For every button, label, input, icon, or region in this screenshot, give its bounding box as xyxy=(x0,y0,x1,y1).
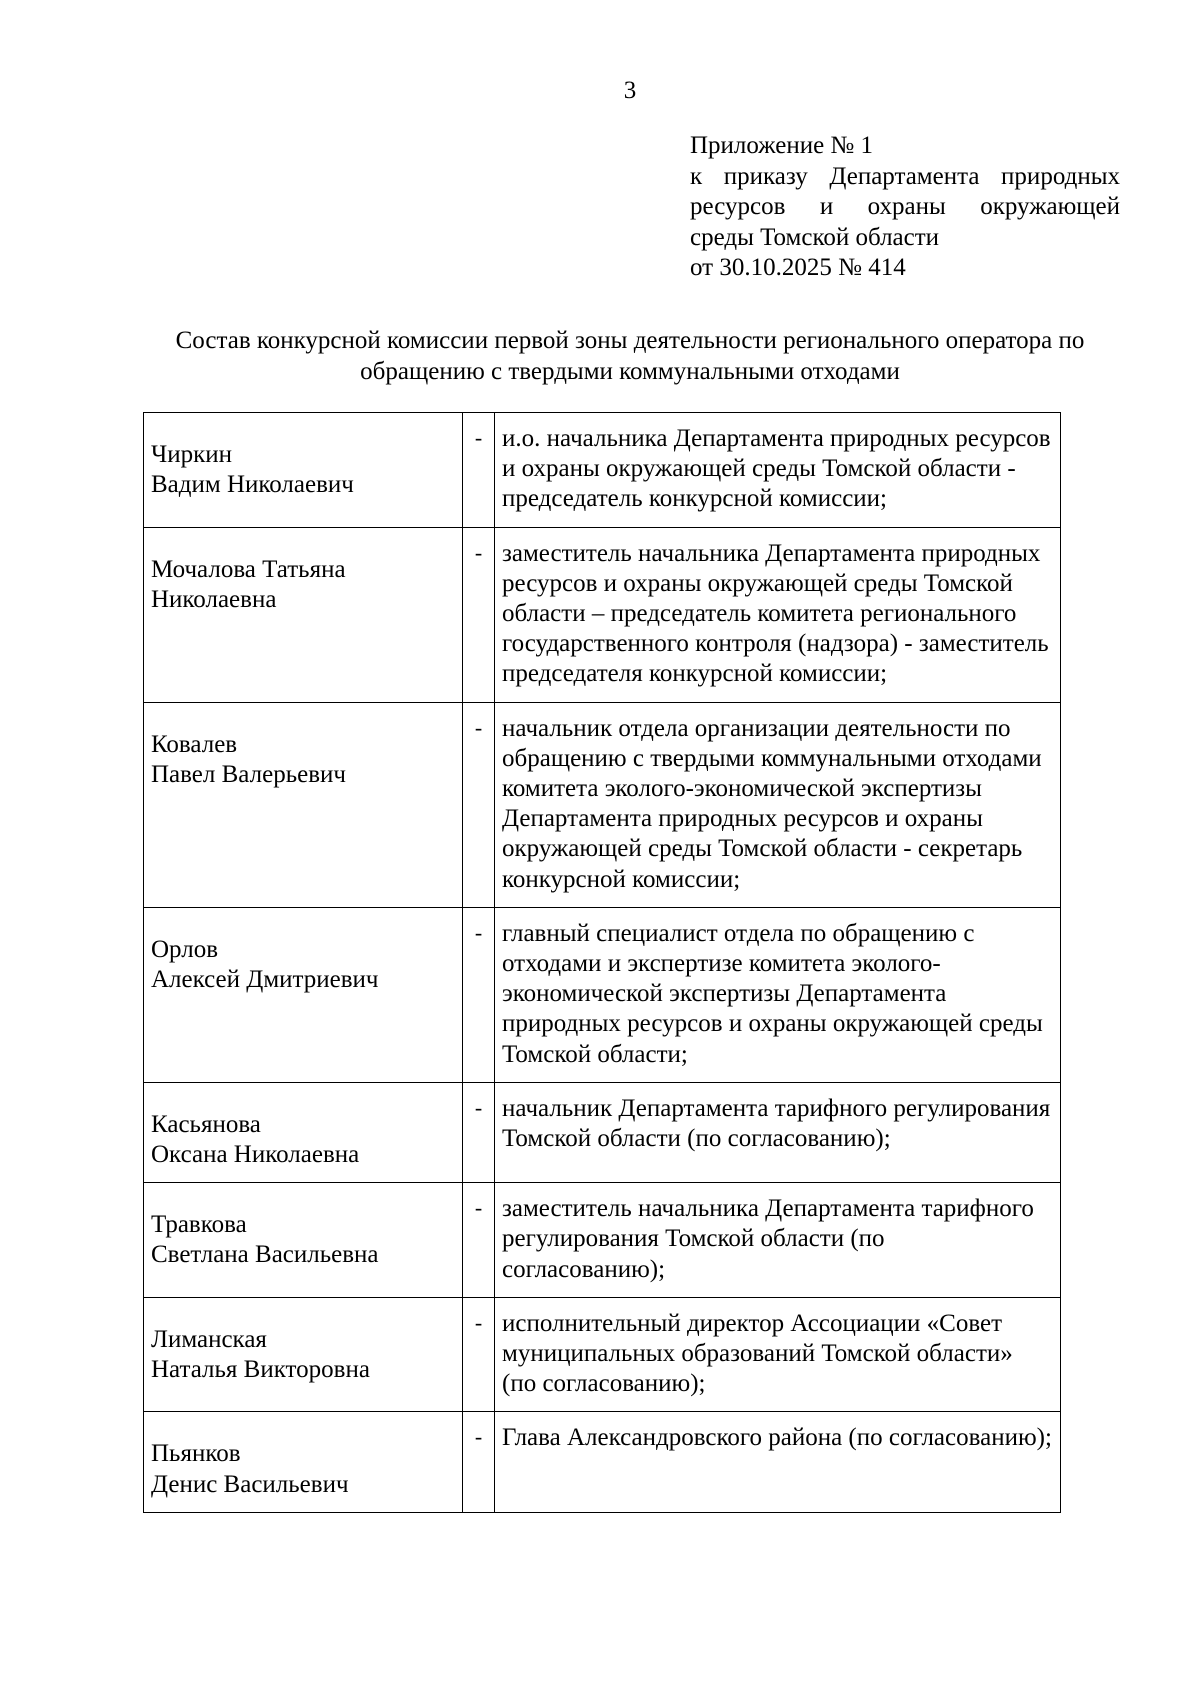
member-name xyxy=(144,702,463,907)
member-dash: - xyxy=(463,1183,495,1298)
member-given-name: Вадим Николаевич xyxy=(151,471,354,499)
appendix-date: от 30.10.2025 № 414 xyxy=(690,254,906,281)
member-given-name: Алексей Дмитриевич xyxy=(151,966,379,994)
appendix-order-ref: к приказу Департамента природных xyxy=(690,162,1120,190)
member-given-name: Денис Васильевич xyxy=(151,1470,349,1498)
member-name xyxy=(144,413,463,528)
table-row xyxy=(144,1183,1061,1298)
table-row xyxy=(144,907,1061,1082)
member-given-name: Оксана Николаевна xyxy=(151,1141,360,1169)
member-name xyxy=(144,1412,463,1512)
member-role: заместитель начальника Департамента природных ресурсов и охраны окружающей среды Томской области – председатель комитета регионального государственного контроля (надзора) - заместитель председателя конкурсной комиссии; xyxy=(495,527,1061,702)
member-given-name: Светлана Васильевна xyxy=(151,1241,379,1269)
document-title-line-1: Состав конкурсной комиссии первой зоны деятельности регионального оператора по xyxy=(175,327,1085,354)
member-role: главный специалист отдела по обращению с отходами и экспертизе комитета эколого-экономической экспертизы Департамента природных ресурсов и охраны окружающей среды Томской области; xyxy=(495,907,1061,1082)
appendix-number: Приложение № 1 xyxy=(690,132,874,159)
member-given-name: Наталья Викторовна xyxy=(151,1356,370,1384)
member-name xyxy=(144,1297,463,1412)
appendix-region: среды Томской области xyxy=(690,223,940,251)
member-name xyxy=(144,1082,463,1182)
member-dash: - xyxy=(463,1297,495,1412)
member-surname: Мочалова Татьяна xyxy=(151,555,346,583)
member-role: начальник отдела организации деятельности по обращению с твердыми коммунальными отходами комитета эколого-экономической экспертизы Департамента природных ресурсов и охраны окружающей среды Томской области - секретарь конкурсной комиссии; xyxy=(495,702,1061,907)
member-given-name: Николаевна xyxy=(151,585,277,613)
table-row xyxy=(144,413,1061,528)
member-dash: - xyxy=(463,702,495,907)
document-title xyxy=(130,326,1130,387)
member-surname: Чиркин xyxy=(151,441,233,468)
member-dash: - xyxy=(463,907,495,1082)
member-role: Глава Александровского района (по согласованию); xyxy=(495,1412,1061,1512)
page-number: 3 xyxy=(623,77,637,104)
member-surname: Касьянова xyxy=(151,1110,261,1138)
member-surname: Пьянков xyxy=(151,1440,241,1468)
appendix-header xyxy=(690,131,1120,284)
member-role: исполнительный директор Ассоциации «Совет муниципальных образований Томской области» (по согласованию); xyxy=(495,1297,1061,1412)
member-surname: Травкова xyxy=(151,1211,247,1239)
document-title-line-2: обращению с твердыми коммунальными отходами xyxy=(360,357,900,385)
table-row xyxy=(144,1082,1061,1182)
member-surname: Ковалев xyxy=(151,730,238,758)
table-row xyxy=(144,527,1061,702)
member-surname: Орлов xyxy=(151,935,219,963)
member-dash: - xyxy=(463,527,495,702)
member-given-name: Павел Валерьевич xyxy=(151,760,346,788)
appendix-department-line: ресурсов и охраны окружающей xyxy=(690,193,1120,220)
table-row xyxy=(144,702,1061,907)
member-name xyxy=(144,1183,463,1298)
table-row xyxy=(144,1297,1061,1412)
table-row xyxy=(144,1412,1061,1512)
member-role: начальник Департамента тарифного регулирования Томской области (по согласованию); xyxy=(495,1082,1061,1182)
commission-members-table xyxy=(143,412,1061,1513)
member-dash: - xyxy=(463,1082,495,1182)
member-role: и.о. начальника Департамента природных ресурсов и охраны окружающей среды Томской области - председатель конкурсной комиссии; xyxy=(495,413,1061,528)
member-role: заместитель начальника Департамента тарифного регулирования Томской области (по согласованию); xyxy=(495,1183,1061,1298)
member-dash: - xyxy=(463,413,495,528)
member-name xyxy=(144,907,463,1082)
member-dash: - xyxy=(463,1412,495,1512)
member-name xyxy=(144,527,463,702)
member-surname: Лиманская xyxy=(151,1325,267,1353)
